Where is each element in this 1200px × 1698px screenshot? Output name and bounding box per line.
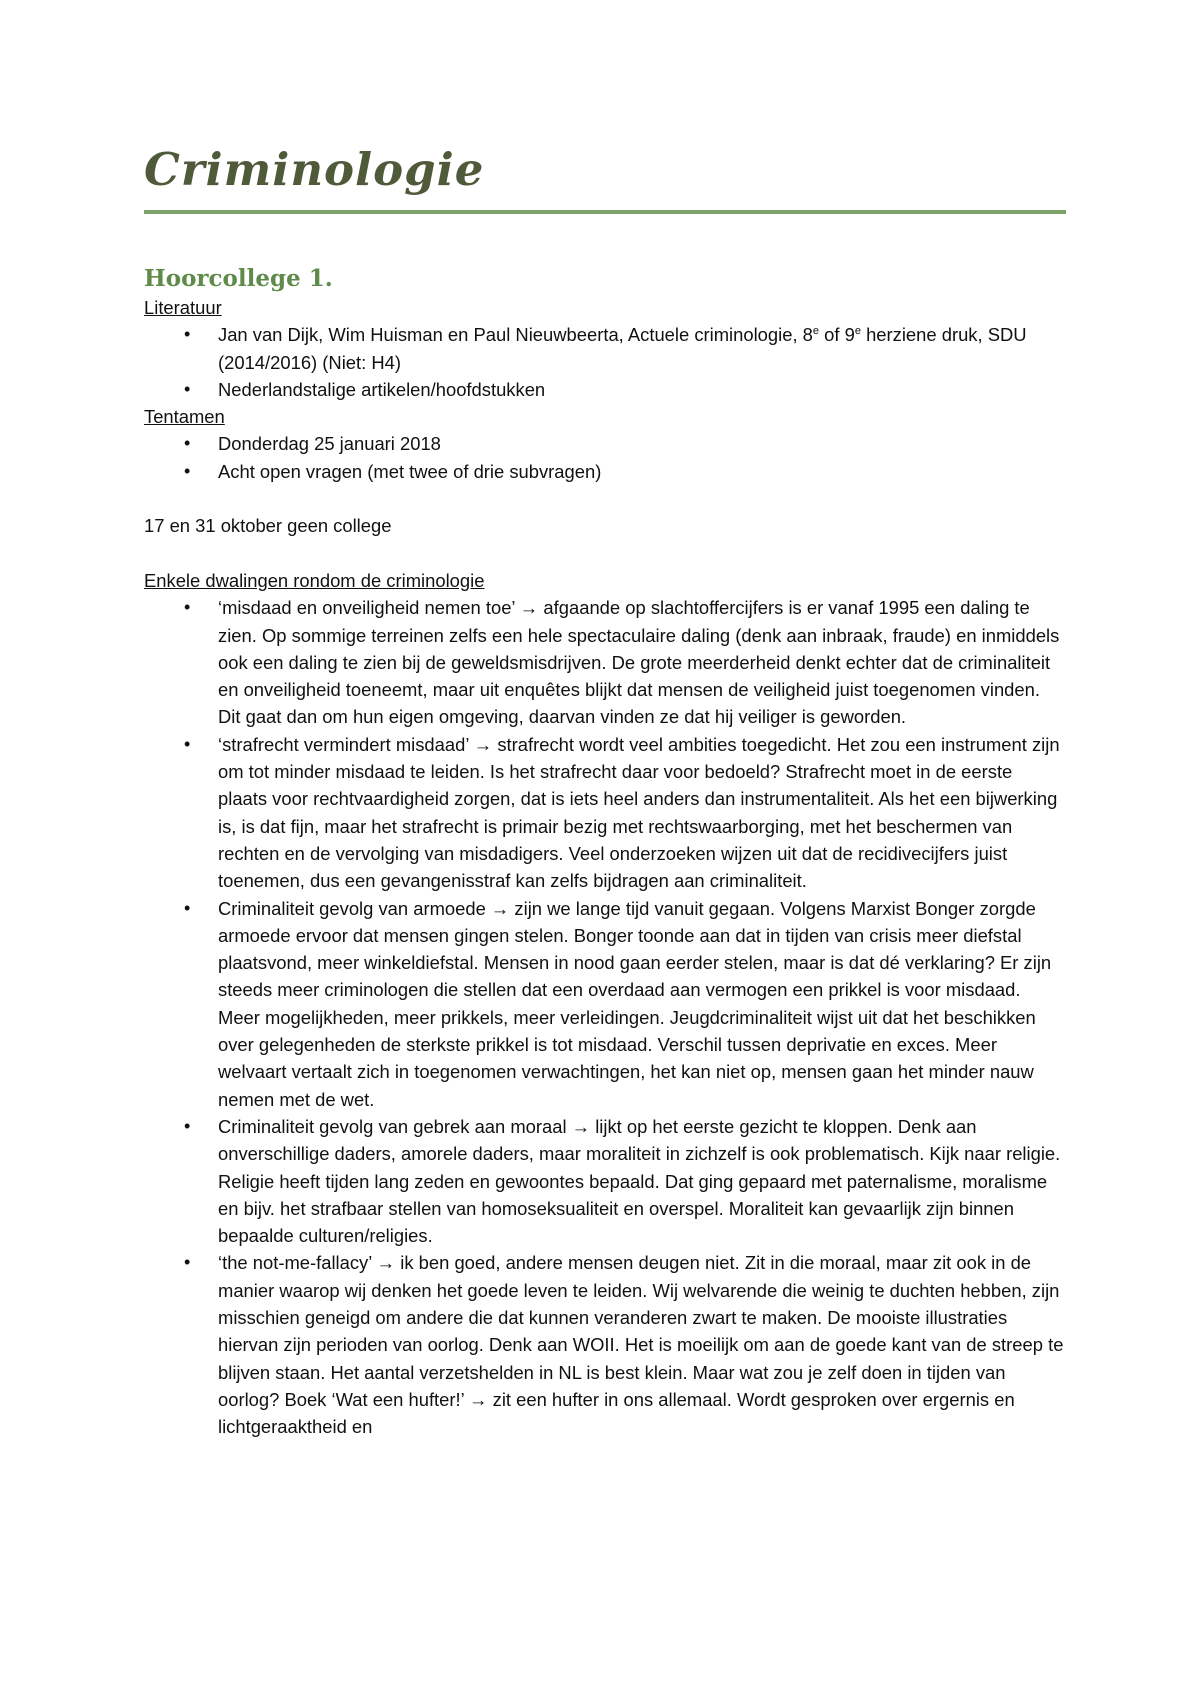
spacer bbox=[144, 485, 1064, 512]
list-item: • Acht open vragen (met twee of drie subvragen) bbox=[144, 458, 1064, 485]
list-item: • Criminaliteit gevolg van armoede → zijn we lange tijd vanuit gegaan. Volgens Marxist Bonger zorgde armoede ervoor dat mensen gingen stelen. Bonger toonde aan dat in tijden van crisis meer diefstal plaatsvond, meer winkeldiefstal. Mensen in nood gaan eerder stelen, maar is dat dé verklaring? Er zijn steeds meer criminologen die stellen dat een overdaad aan vermogen een prikkel is voor misdaad. Meer mogelijkheden, meer prikkels, meer verleidingen. Jeugdcriminaliteit wijst uit dat het beschikken over gelegenheden de sterkste prikkel is tot misdaad. Verschil tussen deprivatie en exces. Meer welvaart vertaalt zich in toegenomen verwachtingen, het kan niet op, mensen gaan het minder nauw nemen met de wet. bbox=[144, 895, 1064, 1113]
document-title: Criminologie bbox=[144, 143, 485, 196]
note-text: 17 en 31 oktober geen college bbox=[144, 515, 392, 537]
body-text bbox=[144, 294, 1064, 1440]
document-page bbox=[144, 140, 1064, 1440]
list-item-text: of 9 bbox=[819, 324, 855, 346]
tentamen-list bbox=[144, 430, 1064, 485]
list-item-text: herziene druk, SDU (2014/2016) (Niet: H4) bbox=[218, 324, 1027, 373]
title-underline bbox=[144, 210, 1066, 214]
list-item: • Donderdag 25 januari 2018 bbox=[144, 430, 1064, 457]
list-item: • ‘misdaad en onveiligheid nemen toe’ → afgaande op slachtoffercijfers is er vanaf 1995 een daling te zien. Op sommige terreinen zelfs een hele spectaculaire daling (denk aan inbraak, fraude) en inmiddels ook een daling te zien bij de geweldsmisdrijven. De grote meerderheid denkt echter dat de criminaliteit en onveiligheid toeneemt, maar uit enquêtes blijkt dat mensen de veiligheid juist toegenomen vinden. Dit gaat dan om hun eigen omgeving, daarvan vinden ze dat hij veiliger is geworden. bbox=[144, 594, 1064, 730]
superscript: e bbox=[812, 325, 820, 338]
list-item bbox=[144, 321, 1064, 376]
spacer bbox=[144, 540, 1064, 567]
dwalingen-label: Enkele dwalingen rondom de criminologie bbox=[144, 569, 485, 591]
list-item-text: Jan van Dijk, Wim Huisman en Paul Nieuwbeerta, Actuele criminologie, 8 bbox=[218, 324, 813, 346]
tentamen-label: Tentamen bbox=[144, 406, 225, 428]
list-item: • ‘strafrecht vermindert misdaad’ → strafrecht wordt veel ambities toegedicht. Het zou een instrument zijn om tot minder misdaad te leiden. Is het strafrecht daar voor bedoeld? Strafrecht moet in de eerste plaats voor rechtvaardigheid zorgen, dat is iets heel anders dan instrumentaliteit. Als het een bijwerking is, is dat fijn, maar het strafrecht is primair bezig met rechtswaarborging, met het beschermen van rechten en de vervolging van misdadigers. Veel onderzoeken wijzen uit dat de recidivecijfers juist toenemen, dus een gevangenisstraf kan zelfs bijdragen aan criminaliteit. bbox=[144, 731, 1064, 895]
list-item: • ‘the not-me-fallacy’ → ik ben goed, andere mensen deugen niet. Zit in die moraal, maar zit ook in de manier waarop wij denken het goede leven te leiden. Wij welvarende die weinig te duchten hebben, zijn misschien geneigd om andere die dat kunnen veranderen zwart te maken. De mooiste illustraties hiervan zijn perioden van oorlog. Denk aan WOII. Het is moeilijk om aan de goede kant van de streep te blijven staan. Het aantal verzetshelden in NL is best klein. Maar wat zou je zelf doen in tijden van oorlog? Boek ‘Wat een hufter!’ → zit een hufter in ons allemaal. Wordt gesproken over ergernis en lichtgeraaktheid en bbox=[144, 1249, 1064, 1440]
list-item: • Nederlandstalige artikelen/hoofdstukken bbox=[144, 376, 1064, 403]
literatuur-list bbox=[144, 321, 1064, 403]
section-heading: Hoorcollege 1. bbox=[144, 265, 333, 292]
dwalingen-list bbox=[144, 594, 1064, 1440]
superscript: e bbox=[854, 325, 861, 338]
list-item: • Criminaliteit gevolg van gebrek aan moraal → lijkt op het eerste gezicht te kloppen. Denk aan onverschillige daders, amorele daders, maar moraliteit in zichzelf is ook problematisch. Kijk naar religie. Religie heeft tijden lang zeden en gewoontes bepaald. Dat ging gepaard met paternalisme, moralisme en bijv. het strafbaar stellen van homoseksualiteit en overspel. Moraliteit kan gevaarlijk zijn binnen bepaalde culturen/religies. bbox=[144, 1113, 1064, 1249]
literatuur-label: Literatuur bbox=[144, 297, 222, 318]
